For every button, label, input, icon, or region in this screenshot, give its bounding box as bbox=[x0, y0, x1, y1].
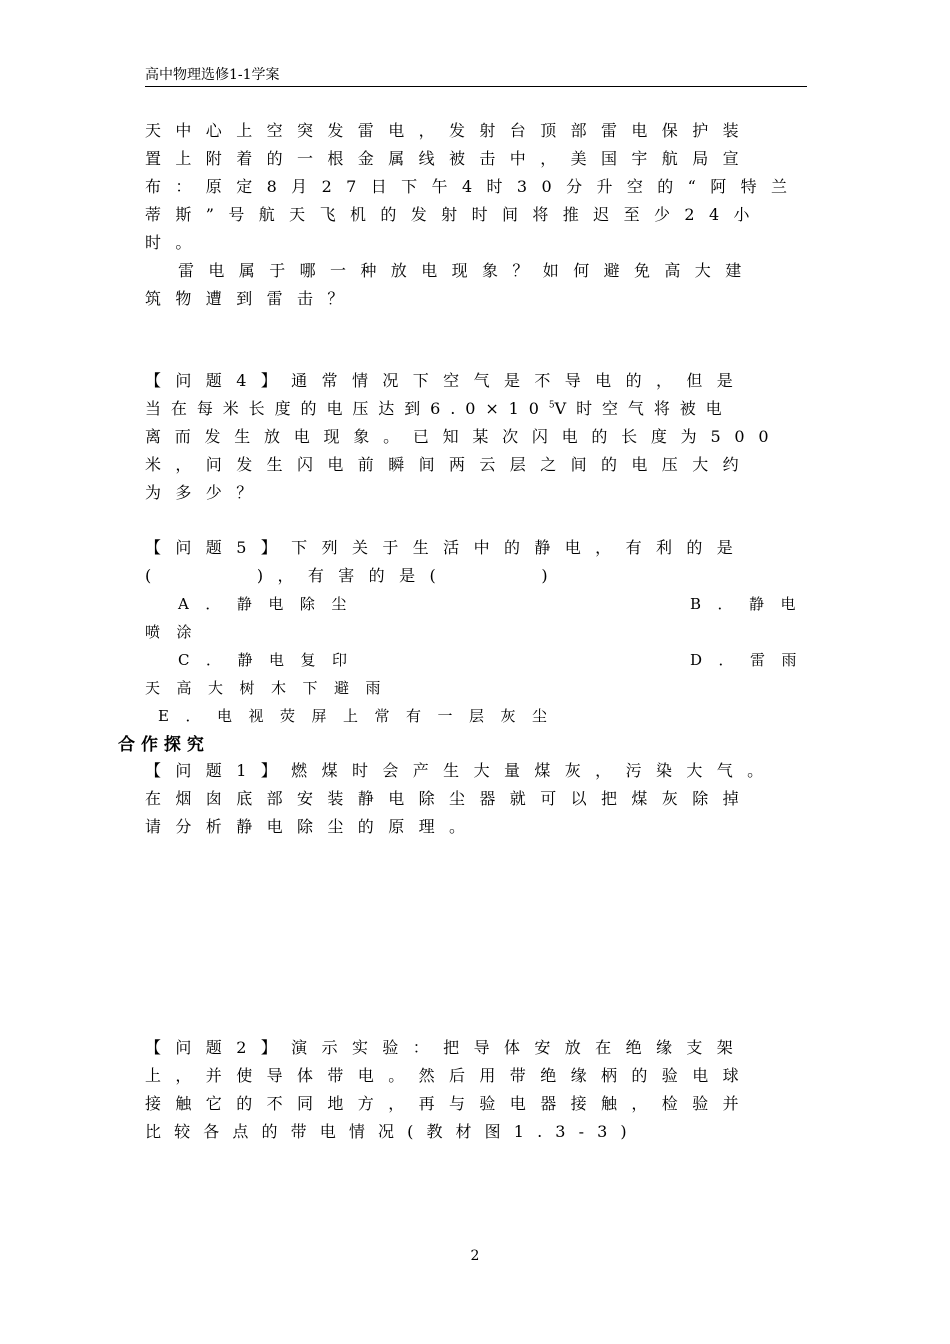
inquiry1-line: 在烟囱底部安装静电除尘器就可以把煤灰除掉 bbox=[145, 789, 754, 808]
problem4-line: 为多少？ bbox=[145, 483, 267, 502]
text-line: 置上附着的一根金属线被击中，美国宇航局宣 bbox=[145, 149, 754, 168]
problem4-line: 米，问发生闪电前瞬间两云层之间的电压大约 bbox=[145, 455, 754, 474]
text-line: 蒂斯”号航天飞机的发射时间将推迟至少24小 bbox=[145, 205, 764, 224]
option-d: D．雷雨 bbox=[690, 651, 814, 669]
problem4-line: 【问题4】通常情况下空气是不导电的，但是 bbox=[145, 371, 748, 390]
page-number: 2 bbox=[470, 1248, 480, 1264]
page-header: 高中物理选修1-1学案 bbox=[145, 64, 807, 87]
option-a: A．静电除尘 bbox=[178, 595, 363, 613]
option-b-continued: 喷涂 bbox=[145, 623, 209, 641]
question-line: 雷电属于哪一种放电现象？如何避免高大建 bbox=[178, 261, 756, 280]
section-heading: 合作探究 bbox=[118, 735, 210, 755]
problem4-text: V时空气将被电 bbox=[554, 399, 732, 418]
problem4-text: 当在每米长度的电压达到6.0×10 bbox=[145, 399, 549, 418]
text-line: 天中心上空突发雷电，发射台顶部雷电保护装 bbox=[145, 121, 754, 140]
inquiry2-line: 接触它的不同地方，再与验电器接触，检验并 bbox=[145, 1094, 754, 1113]
problem5-line: ( )，有害的是( ) bbox=[145, 566, 562, 585]
option-b: B．静电 bbox=[690, 595, 813, 613]
inquiry1-line: 【问题1】燃煤时会产生大量煤灰，污染大气。 bbox=[145, 761, 778, 780]
option-d-continued: 天高大树木下避雨 bbox=[145, 679, 398, 697]
problem5-line: 【问题5】下列关于生活中的静电，有利的是 bbox=[145, 538, 748, 557]
problem4-line bbox=[145, 395, 805, 423]
option-c: C．静电复印 bbox=[178, 651, 364, 669]
question-line: 筑物遭到雷击？ bbox=[145, 289, 358, 308]
inquiry2-line: 【问题2】演示实验：把导体安放在绝缘支架 bbox=[145, 1038, 748, 1057]
inquiry1-line: 请分析静电除尘的原理。 bbox=[145, 817, 480, 836]
problem4-line: 离而发生放电现象。已知某次闪电的长度为500 bbox=[145, 427, 783, 446]
inquiry2-line: 比较各点的带电情况(教材图1.3-3) bbox=[145, 1122, 640, 1141]
text-line: 时。 bbox=[145, 233, 206, 252]
exponent: 5 bbox=[548, 400, 555, 411]
inquiry2-line: 上，并使导体带电。然后用带绝缘柄的验电球 bbox=[145, 1066, 754, 1085]
option-e: E．电视荧屏上常有一层灰尘 bbox=[158, 707, 564, 725]
text-line: 布：原定8月27日下午4时30分升空的“阿特兰 bbox=[145, 177, 802, 196]
